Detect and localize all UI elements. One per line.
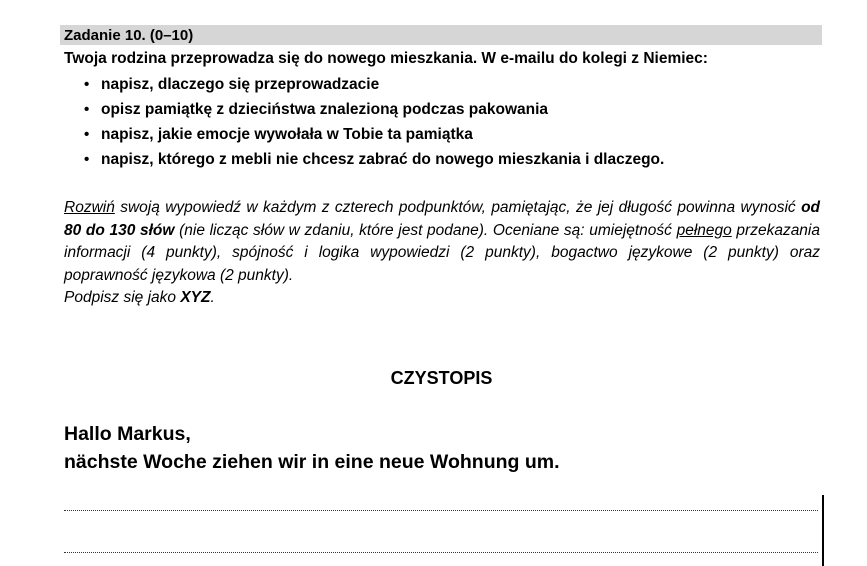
letter-salutation: Hallo Markus,	[64, 423, 191, 445]
instructions-paragraph: Rozwiń swoją wypowiedź w każdym z czterech podpunktów, pamiętając, że jej długość powinna wynosić od 80 do 130 słów (nie licząc słów w zdaniu, które jest podane). Oceniane są: umiejętność pełnego przekazania informacji (4 punkty), spójność i logika wypowiedzi (2 punkty), bogactwo językowe (2 punkty) oraz poprawność językowa (2 punkty).	[64, 199, 820, 284]
list-item: • napisz, którego z mebli nie chcesz zabrać do nowego mieszkania i dlaczego.	[84, 151, 665, 168]
bullet-icon: •	[84, 151, 90, 168]
writing-line[interactable]	[64, 552, 818, 553]
sign-instruction: Podpisz się jako XYZ.	[64, 289, 215, 306]
writing-line[interactable]	[64, 510, 818, 511]
task-header-bar	[60, 25, 822, 45]
letter-opening	[64, 420, 560, 476]
margin-line	[822, 495, 824, 566]
task-header: Zadanie 10. (0–10)	[64, 27, 194, 44]
list-item: • napisz, dlaczego się przeprowadzacie	[84, 76, 380, 93]
bullet-icon: •	[84, 101, 90, 118]
bullet-icon: •	[84, 76, 90, 93]
section-title: CZYSTOPIS	[390, 368, 493, 388]
bullet-icon: •	[84, 126, 90, 143]
list-item: • opisz pamiątkę z dzieciństwa znalezioną podczas pakowania	[84, 101, 549, 118]
letter-first-sentence: nächste Woche ziehen wir in eine neue Wohnung um.	[64, 451, 560, 473]
task-intro: Twoja rodzina przeprowadza się do nowego mieszkania. W e-mailu do kolegi z Niemiec:	[64, 50, 708, 67]
task-instructions	[64, 197, 820, 310]
list-item: • napisz, jakie emocje wywołała w Tobie ta pamiątka	[84, 126, 473, 143]
task-bullet-list	[84, 75, 664, 175]
